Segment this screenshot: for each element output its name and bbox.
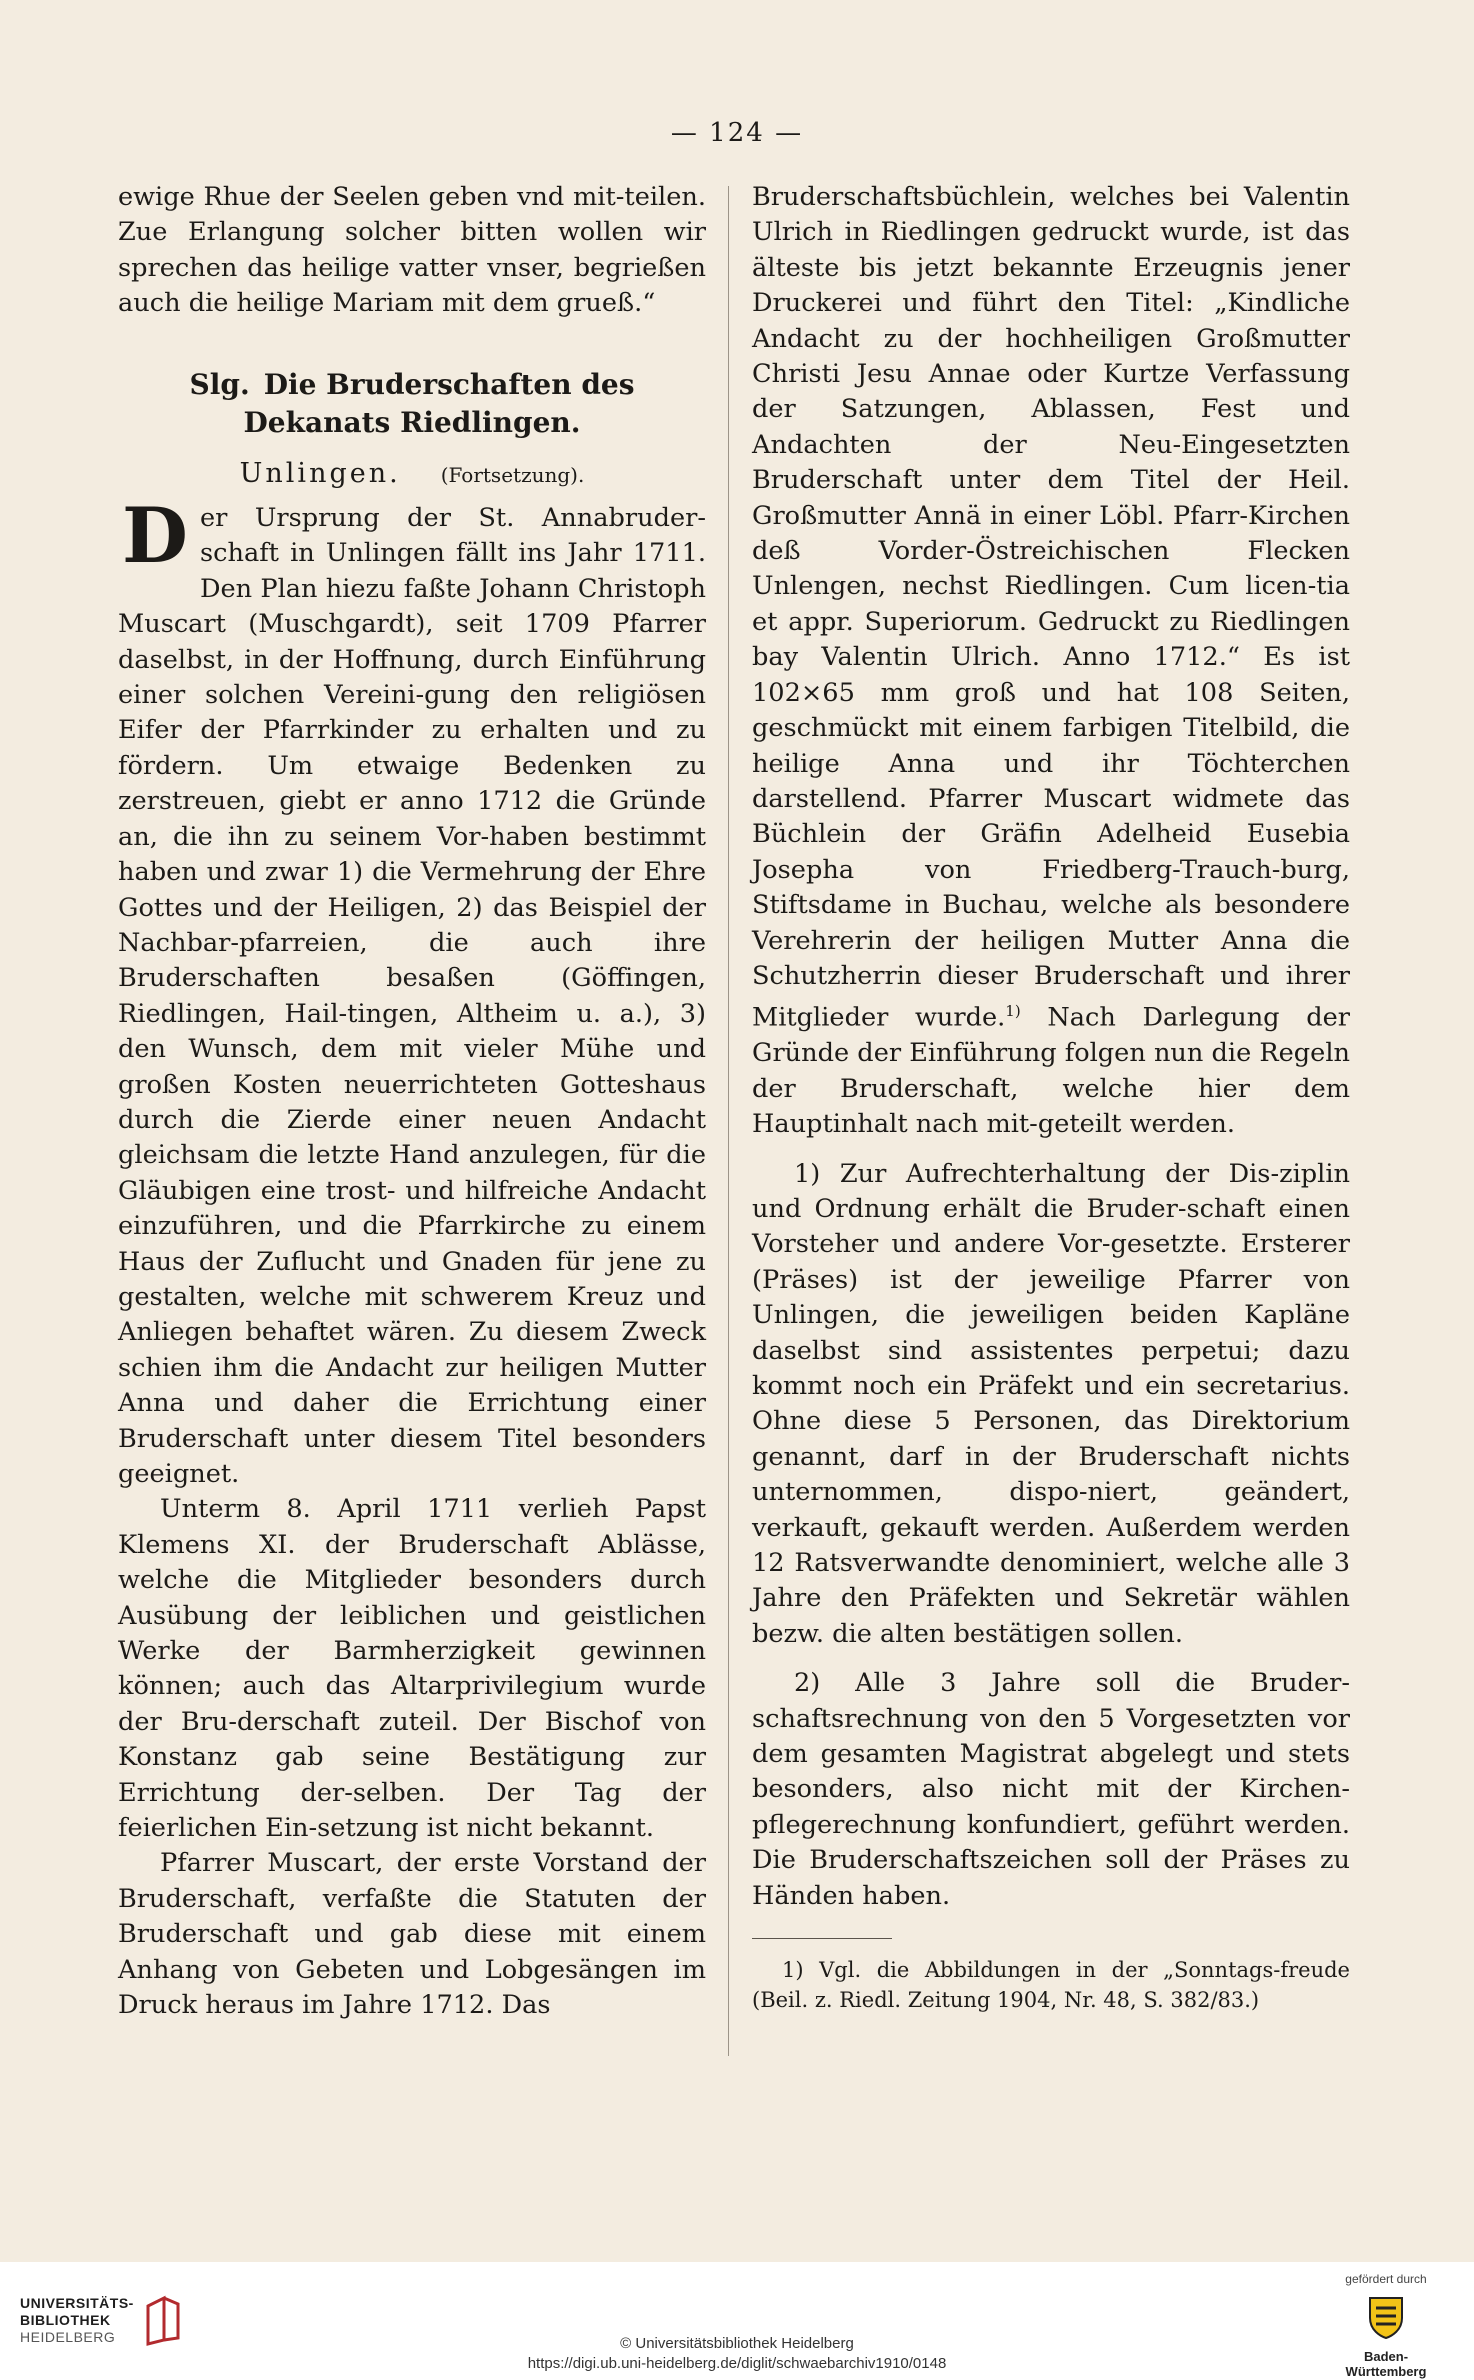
paragraph-origin xyxy=(118,491,706,1492)
drop-cap: D xyxy=(122,491,188,581)
library-name-line2: BIBLIOTHEK xyxy=(20,2311,111,2328)
footnote-rule xyxy=(752,1938,892,1939)
paragraph-booklet-tail: Nach Darlegung der Gründe der Einführung folgen nun die Regeln der Bruderschaft, welche hier dem Hauptinhalt nach mit-geteilt werden. xyxy=(752,1002,1350,1140)
paragraph-indulgences: Unterm 8. April 1711 verlieh Papst Klemens XI. der Bruderschaft Ablässe, welche die Mitglieder besonders durch Ausübung der leiblichen und geistlichen Werke der Barmherzigkeit gewinnen können; auch das Altarprivilegium wurde der Bru-derschaft zuteil. Der Bischof von Konstanz gab seine Bestätigung zur Errichtung der-selben. Der Tag der feierlichen Ein-setzung ist nicht bekannt. xyxy=(118,1494,706,1844)
copyright-block xyxy=(0,2334,1474,2374)
paragraph-booklet xyxy=(752,180,1350,1143)
right-column xyxy=(752,180,1350,2015)
column-divider xyxy=(728,186,729,2056)
library-name-line3: HEIDELBERG xyxy=(20,2328,116,2345)
subheading xyxy=(118,456,706,493)
section-sig: Slg. xyxy=(189,367,250,401)
paragraph-rule-2: 2) Alle 3 Jahre soll die Bruder-schaftsrechnung von den 5 Vorgesetzten vor dem gesamten Magistrat abgelegt und stets besonders, also nicht mit der Kirchen-pflegerechnung konfundiert, geführt werden. Die Bruderschaftszeichen soll der Präses zu Händen haben. xyxy=(752,1668,1350,1911)
sponsor-block[interactable] xyxy=(1326,2272,1446,2379)
page-number: — 124 — xyxy=(670,118,804,148)
state-coat-of-arms-icon xyxy=(1362,2292,1410,2340)
continuation-note: (Fortsetzung). xyxy=(440,462,585,487)
permalink[interactable]: https://digi.ub.uni-heidelberg.de/diglit/schwaebarchiv1910/0148 xyxy=(527,2355,947,2372)
opening-paragraph: ewige Rhue der Seelen geben vnd mit-teilen. Zue Erlangung solcher bitten wollen wir sprechen das heilige vatter vnser, begrießen auch die heilige Mariam mit dem grueß.“ xyxy=(118,182,706,319)
section-title: Die Bruderschaften des Dekanats Riedlingen. xyxy=(243,367,635,439)
paragraph-booklet-text: Bruderschaftsbüchlein, welches bei Valentin Ulrich in Riedlingen gedruckt wurde, ist das älteste bis jetzt bekannte Erzeugnis jener Druckerei und führt den Titel: „Kindliche Andacht zu der hochheiligen Großmutter Christi Jesu Annae oder Kurtze Verfassung der Satzungen, Ablassen, Fest und Andachten der Neu-Eingesetzten Bruderschaft unter dem Titel der Heil. Großmutter Annä in einer Löbl. Pfarr-Kirchen deß Vorder-Östreichischen Flecken Unlengen, nechst Riedlingen. Cum licen-tia et appr. Superiorum. Gedruckt zu Riedlingen bay Valentin Ulrich. Anno 1712.“ Es ist 102×65 mm groß und hat 108 Seiten, geschmückt mit einem farbigen Titelbild, die heilige Anna und ihr Töchterchen darstellend. Pfarrer Muscart widmete das Büchlein der Gräfin Adelheid Eusebia Josepha von Friedberg-Trauch-burg, Stiftsdame in Buchau, welche als besondere Verehrerin der heiligen Mutter Anna die Schutzherrin dieser Bruderschaft und ihrer Mitglieder wurde. xyxy=(752,182,1350,1033)
left-column xyxy=(118,180,706,2024)
paragraph-origin-text: er Ursprung der St. Annabruder-schaft in Unlingen fällt ins Jahr 1711. Den Plan hiezu faßte Johann Christoph Muscart (Muschgardt), seit 1709 Pfarrer daselbst, in der Hoffnung, durch Einführung einer solchen Vereini-gung den religiösen Eifer der Pfarrkinder zu erhalten und zu fördern. Um etwaige Bedenken zu zerstreuen, giebt er anno 1712 die Gründe an, die ihn zu seinem Vor-haben bestimmt haben und zwar 1) die Vermehrung der Ehre Gottes und der Heiligen, 2) das Beispiel der Nachbar-pfarreien, die auch ihre Bruderschaften besaßen (Göffingen, Riedlingen, Hail-tingen, Altheim u. a.), 3) den Wunsch, dem mit vieler Mühe und großen Kosten neuerrichteten Gotteshaus durch die Zierde einer neuen Andacht gleichsam die letzte Hand anzulegen, für die Gläubigen eine trost- und hilfreiche Andacht einzuführen, und die Pfarrkirche zu einem Haus der Zuflucht und Gnaden für jene zu gestalten, welche mit schwerem Kreuz und Anliegen behaftet wären. Zu diesem Zweck schien ihm die Andacht zur heiligen Mutter Anna und daher die Errichtung einer Bruderschaft unter diesem Titel besonders geeignet. xyxy=(118,503,706,1489)
place-name: Unlingen. xyxy=(239,457,401,489)
viewer-footer xyxy=(0,2262,1474,2380)
footnote: 1) Vgl. die Abbildungen in der „Sonntags-freude (Beil. z. Riedl. Zeitung 1904, Nr. 48, S. 382/83.) xyxy=(752,1958,1350,2013)
paragraph-statutes: Pfarrer Muscart, der erste Vorstand der Bruderschaft, verfaßte die Statuten der Bruderschaft und gab diese mit einem Anhang von Gebeten und Lobgesängen im Druck heraus im Jahre 1712. Das xyxy=(118,1848,706,2021)
copyright-text: © Universitätsbibliothek Heidelberg xyxy=(620,2335,854,2352)
section-heading xyxy=(118,366,706,442)
footnote-marker: 1) xyxy=(1005,1002,1021,1021)
library-name-line1: UNIVERSITÄTS- xyxy=(20,2294,134,2311)
paragraph-rule-1: 1) Zur Aufrechterhaltung der Dis-ziplin und Ordnung erhält die Bruder-schaft einen Vorsteher und andere Vor-gesetzte. Ersterer (Präses) ist der jeweilige Pfarrer von Unlingen, die jeweiligen beiden Kapläne daselbst sind assistentes perpetui; dazu kommt noch ein Präfekt und ein secretarius. Ohne diese 5 Personen, das Direktorium genannt, darf in der Bruderschaft nichts unternommen, dispo-niert, geändert, verkauft, gekauft werden. Außerdem werden 12 Ratsverwandte denominiert, welche alle 3 Jahre den Präfekten und Sekretär wählen bezw. die alten bestätigen sollen. xyxy=(752,1158,1350,1649)
sponsor-label: gefördert durch xyxy=(1345,2272,1427,2286)
sponsor-name: Baden-Württemberg xyxy=(1345,2349,1427,2379)
